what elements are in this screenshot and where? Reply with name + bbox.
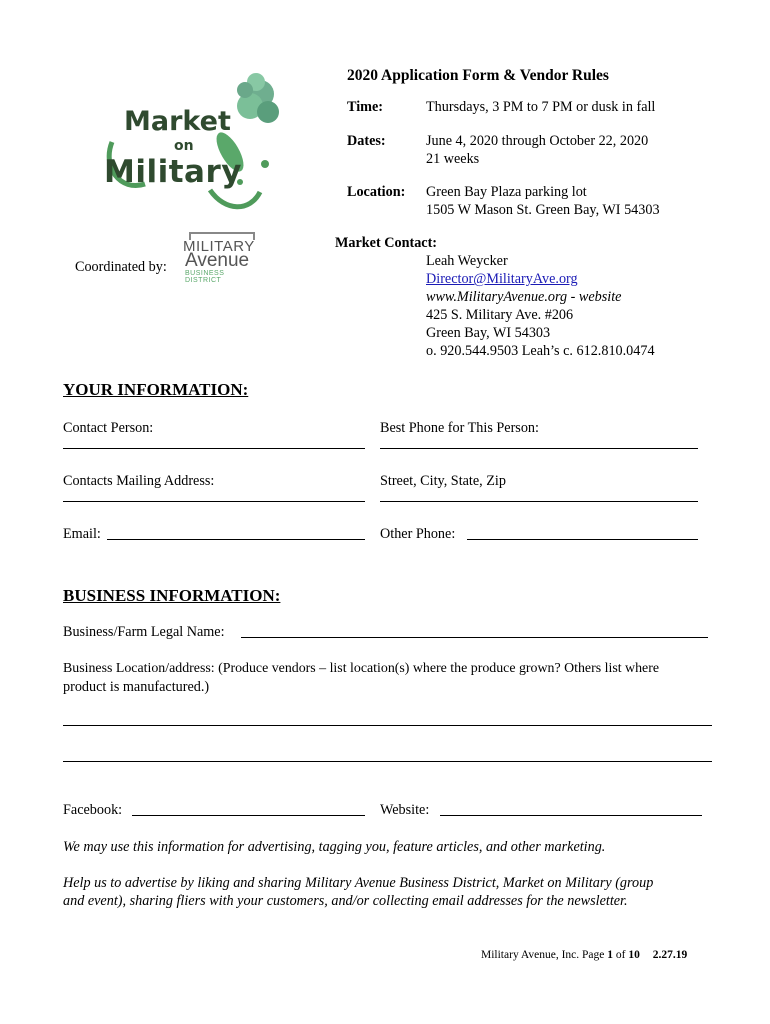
business-location-field-1[interactable] — [63, 725, 712, 726]
location-value-1: Green Bay Plaza parking lot — [426, 184, 587, 200]
other-phone-label: Other Phone: — [380, 526, 456, 542]
contact-website: www.MilitaryAvenue.org - website — [426, 289, 622, 305]
page-footer — [481, 949, 687, 961]
your-information-heading: YOUR INFORMATION: — [63, 380, 249, 399]
contact-name: Leah Weycker — [426, 253, 508, 269]
contact-person-field[interactable] — [63, 448, 365, 449]
street-field[interactable] — [380, 501, 698, 502]
military-logo-line3: BUSINESS DISTRICT — [185, 270, 225, 284]
mailing-address-field[interactable] — [63, 501, 365, 502]
footer-version: 2.27.19 — [652, 949, 688, 961]
contact-email-link[interactable]: Director@MilitaryAve.org — [426, 271, 578, 287]
email-label: Email: — [63, 526, 101, 542]
advertise-note-2: and event), sharing fliers with your customers, and/or collecting email addresses for the newsletter. — [63, 893, 628, 909]
location-value-2: 1505 W Mason St. Green Bay, WI 54303 — [426, 202, 660, 218]
logo-market-word: Market — [124, 106, 231, 137]
email-field[interactable] — [107, 539, 365, 540]
street-label: Street, City, State, Zip — [380, 473, 506, 489]
military-avenue-logo — [183, 232, 259, 284]
contact-person-label: Contact Person: — [63, 420, 154, 436]
legal-name-field[interactable] — [241, 637, 708, 638]
military-logo-line2: Avenue — [185, 250, 250, 271]
footer-page-number: 1 — [607, 949, 614, 961]
mailing-address-label: Contacts Mailing Address: — [63, 473, 215, 489]
footer-org: Military Avenue, Inc. Page — [481, 949, 605, 961]
market-on-military-logo — [100, 72, 280, 220]
contact-address-1: 425 S. Military Ave. #206 — [426, 307, 574, 323]
military-logo-line1: MILITARY — [183, 238, 255, 255]
marketing-note: We may use this information for advertising, tagging you, feature articles, and other marketing. — [63, 839, 606, 855]
logo-military-word: Military — [104, 154, 242, 190]
facebook-label: Facebook: — [63, 802, 123, 818]
location-label: Location: — [347, 184, 406, 200]
best-phone-label: Best Phone for This Person: — [380, 420, 539, 436]
legal-name-label: Business/Farm Legal Name: — [63, 624, 225, 640]
footer-page-total: 10 — [628, 949, 640, 961]
contact-address-2: Green Bay, WI 54303 — [426, 325, 551, 341]
facebook-field[interactable] — [132, 815, 365, 816]
coordinated-by-label: Coordinated by: — [75, 259, 167, 275]
website-label: Website: — [380, 802, 430, 818]
dates-label: Dates: — [347, 133, 386, 149]
business-location-label-2: product is manufactured.) — [63, 679, 210, 695]
best-phone-field[interactable] — [380, 448, 698, 449]
business-location-field-2[interactable] — [63, 761, 712, 762]
logo-on-word: on — [174, 138, 194, 154]
website-field[interactable] — [440, 815, 702, 816]
business-location-label-1: Business Location/address: (Produce vendors – list location(s) where the produce grown? Others list where — [63, 661, 659, 676]
dates-value-2: 21 weeks — [426, 151, 480, 167]
time-value: Thursdays, 3 PM to 7 PM or dusk in fall — [426, 99, 656, 115]
other-phone-field[interactable] — [467, 539, 698, 540]
market-contact-label: Market Contact: — [335, 235, 438, 251]
business-information-heading: BUSINESS INFORMATION: — [63, 586, 281, 605]
footer-of: of — [615, 949, 626, 961]
advertise-note-1: Help us to advertise by liking and sharing Military Avenue Business District, Market on Military (group — [63, 875, 654, 891]
dates-value-1: June 4, 2020 through October 22, 2020 — [426, 133, 649, 149]
contact-phones: o. 920.544.9503 Leah’s c. 612.810.0474 — [426, 343, 655, 359]
page-title: 2020 Application Form & Vendor Rules — [347, 67, 609, 84]
time-label: Time: — [347, 99, 383, 115]
